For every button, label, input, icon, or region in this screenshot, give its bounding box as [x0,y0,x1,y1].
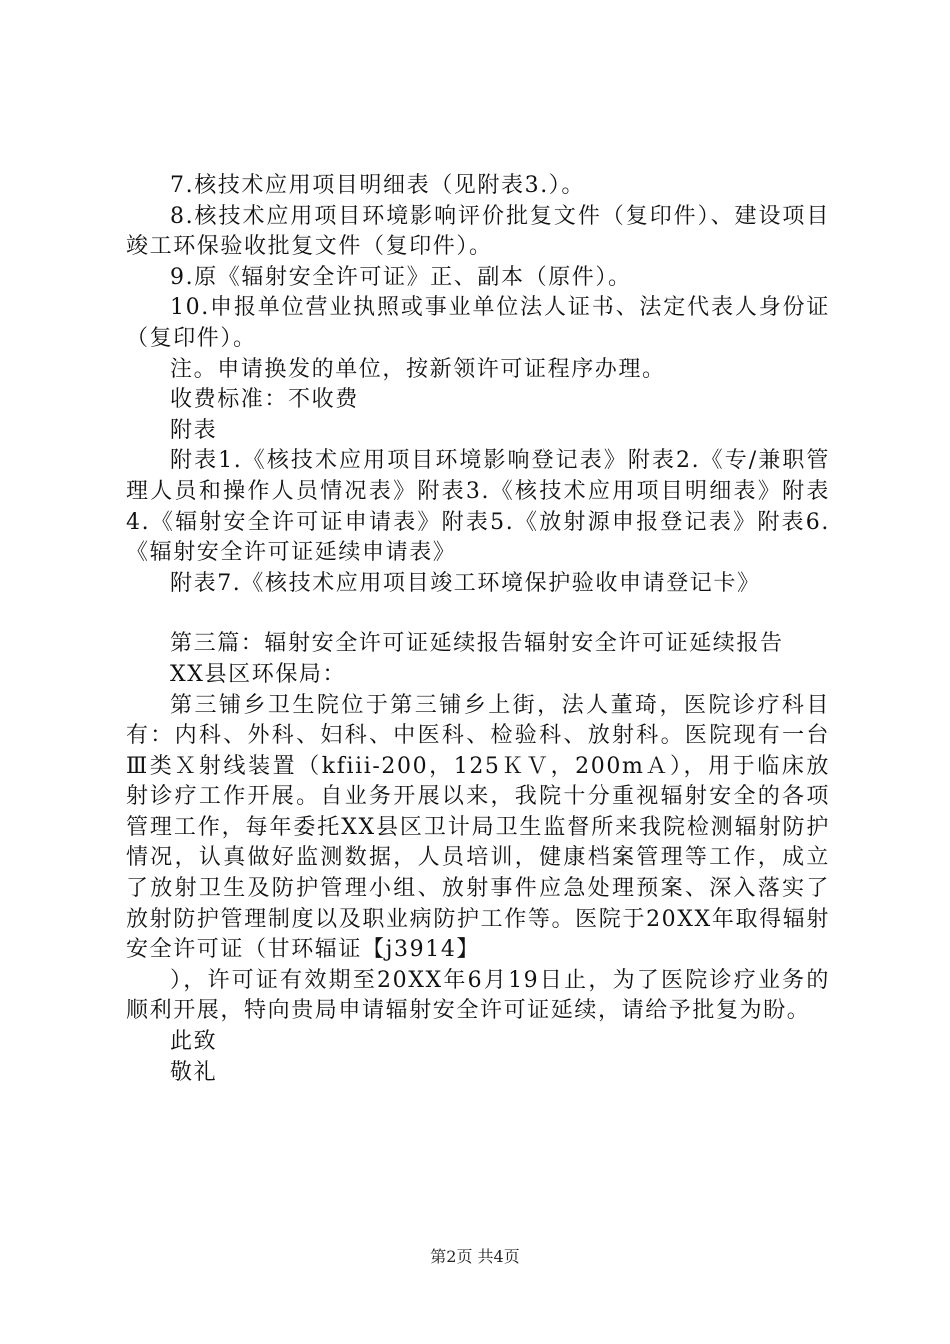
paragraph: 8.核技术应用项目环境影响评价批复文件（复印件）、建设项目竣工环保验收批复文件（复印件）。 [126,203,830,260]
paragraph: 9.原《辐射安全许可证》正、副本（原件）。 [170,264,632,290]
page-number: 第2页 共4页 [430,1247,520,1266]
paragraph: 第三铺乡卫生院位于第三铺乡上街，法人董琦，医院诊疗科目有：内科、外科、妇科、中医科、检验科、放射科。医院现有一台Ⅲ类Ｘ射线装置（kfiii-200，125ＫＶ，200mＡ），用于临床放射诊疗工作开展。自业务开展以来，我院十分重视辐射安全的各项管理工作，每年委托XX县区卫计局卫生监督所来我院检测辐射防护情况，认真做好监测数据，人员培训，健康档案管理等工作，成立了放射卫生及防护管理小组、放射事件应急处理预案、深入落实了放射防护管理制度以及职业病防护工作等。医院于20XX年取得辐射安全许可证（甘环辐证【j3914】 [126,692,830,963]
section-title: 第三篇：辐射安全许可证延续报告辐射安全许可证延续报告 [170,631,784,657]
document-body [126,171,830,1088]
section-gap [126,599,830,629]
paragraph: 附表1.《核技术应用项目环境影响登记表》附表2.《专/兼职管理人员和操作人员情况表》附表3.《核技术应用项目明细表》附表4.《辐射安全许可证申请表》附表5.《放射源申报登记表》附表6.《辐射安全许可证延续申请表》 [126,448,830,566]
closing-regards: 敬礼 [170,1059,218,1085]
paragraph: 7.核技术应用项目明细表（见附表3.）。 [170,173,585,198]
paragraph: 10.申报单位营业执照或事业单位法人证书、法定代表人身份证（复印件）。 [126,295,830,351]
paragraph: 附表 [170,417,218,443]
addressee: XX县区环保局： [170,661,347,687]
paragraph: 注。申请换发的单位，按新领许可证程序办理。 [170,356,666,382]
closing-salutation: 此致 [170,1029,218,1055]
paragraph: 收费标准：不收费 [170,387,359,413]
paragraph: 附表7.《核技术应用项目竣工环境保护验收申请登记卡》 [170,570,761,596]
paragraph: ），许可证有效期至20XX年6月19日止，为了医院诊疗业务的顺利开展，特向贵局申请辐射安全许可证延续，请给予批复为盼。 [126,967,830,1024]
